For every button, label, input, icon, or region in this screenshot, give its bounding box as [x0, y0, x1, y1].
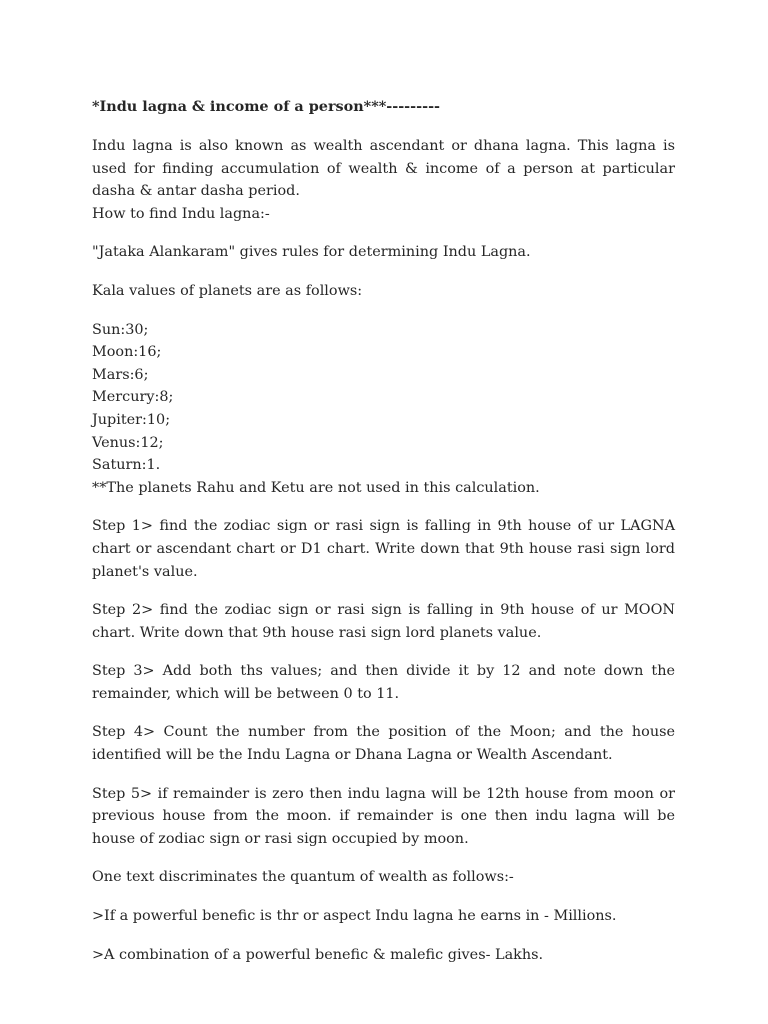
document-page	[92, 96, 675, 982]
step-3-paragraph: Step 3> Add both ths values; and then divide it by 12 and note down the remainder, which will be between 0 to 11.	[92, 663, 675, 702]
intro-text: Indu lagna is also known as wealth ascendant or dhana lagna. This lagna is used for finding accumulation of wealth & income of a person at particular dasha & antar dasha period.	[92, 138, 675, 200]
rule-millions: >If a powerful benefic is thr or aspect Indu lagna he earns in - Millions.	[92, 908, 617, 925]
kala-heading: Kala values of planets are as follows:	[92, 282, 363, 299]
planet-kala-list	[92, 319, 675, 500]
planet-item-moon: Moon:16;	[92, 344, 162, 361]
planet-item-saturn: Saturn:1.	[92, 457, 161, 474]
planet-item-sun: Sun:30;	[92, 321, 149, 338]
document-title: *Indu lagna & income of a person***---------	[92, 98, 441, 115]
rule-lakhs: >A combination of a powerful benefic & malefic gives- Lakhs.	[92, 946, 544, 963]
quantum-heading: One text discriminates the quantum of wealth as follows:-	[92, 869, 514, 886]
planet-item-mars: Mars:6;	[92, 366, 149, 383]
step-2-paragraph: Step 2> find the zodiac sign or rasi sign is falling in 9th house of ur MOON chart. Write down that 9th house rasi sign lord planets value.	[92, 602, 675, 641]
how-to-text: How to find Indu lagna:-	[92, 205, 270, 222]
intro-paragraph	[92, 135, 675, 225]
planet-item-jupiter: Jupiter:10;	[92, 411, 171, 428]
step-4-paragraph: Step 4> Count the number from the position of the Moon; and the house identified will be the Indu Lagna or Dhana Lagna or Wealth Ascendant.	[92, 724, 675, 764]
step-1-paragraph: Step 1> find the zodiac sign or rasi sign is falling in 9th house of ur LAGNA chart or ascendant chart or D1 chart. Write down that 9th house rasi sign lord planet's value.	[92, 518, 675, 580]
planet-item-mercury: Mercury:8;	[92, 389, 174, 406]
rahu-ketu-note: **The planets Rahu and Ketu are not used in this calculation.	[92, 479, 540, 496]
planet-item-venus: Venus:12;	[92, 434, 164, 451]
step-5-paragraph: Step 5> if remainder is zero then indu lagna will be 12th house from moon or previous house from the moon. if remainder is one then indu lagna will be house of zodiac sign or rasi sign occupied by moon.	[92, 785, 675, 847]
jataka-paragraph: "Jataka Alankaram" gives rules for determining Indu Lagna.	[92, 244, 531, 261]
